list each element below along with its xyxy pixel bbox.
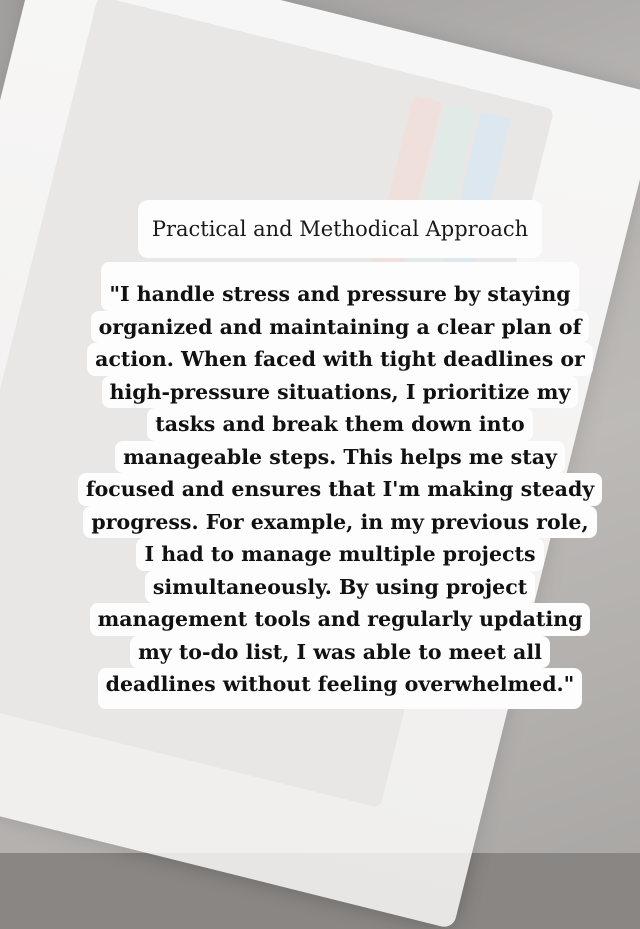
quote-line: focused and ensures that I'm making steady	[78, 473, 602, 506]
quote-block	[85, 262, 595, 709]
quote-line: high-pressure situations, I prioritize my	[102, 376, 579, 409]
quote-line: management tools and regularly updating	[90, 603, 591, 636]
quote-line: manageable steps. This helps me stay	[115, 441, 565, 474]
quote-line: "I handle stress and pressure by staying	[101, 262, 578, 311]
quote-line: progress. For example, in my previous role,	[83, 506, 596, 539]
title: Practical and Methodical Approach	[138, 200, 542, 258]
quote-line: my to-do list, I was able to meet all	[130, 636, 550, 669]
quote-line: deadlines without feeling overwhelmed."	[98, 668, 583, 709]
quote-line: simultaneously. By using project	[145, 571, 535, 604]
quote-line: tasks and break them down into	[147, 408, 532, 441]
quote-line: I had to manage multiple projects	[136, 538, 543, 571]
quote-line: organized and maintaining a clear plan of	[91, 311, 590, 344]
quote-line: action. When faced with tight deadlines or	[87, 343, 593, 376]
